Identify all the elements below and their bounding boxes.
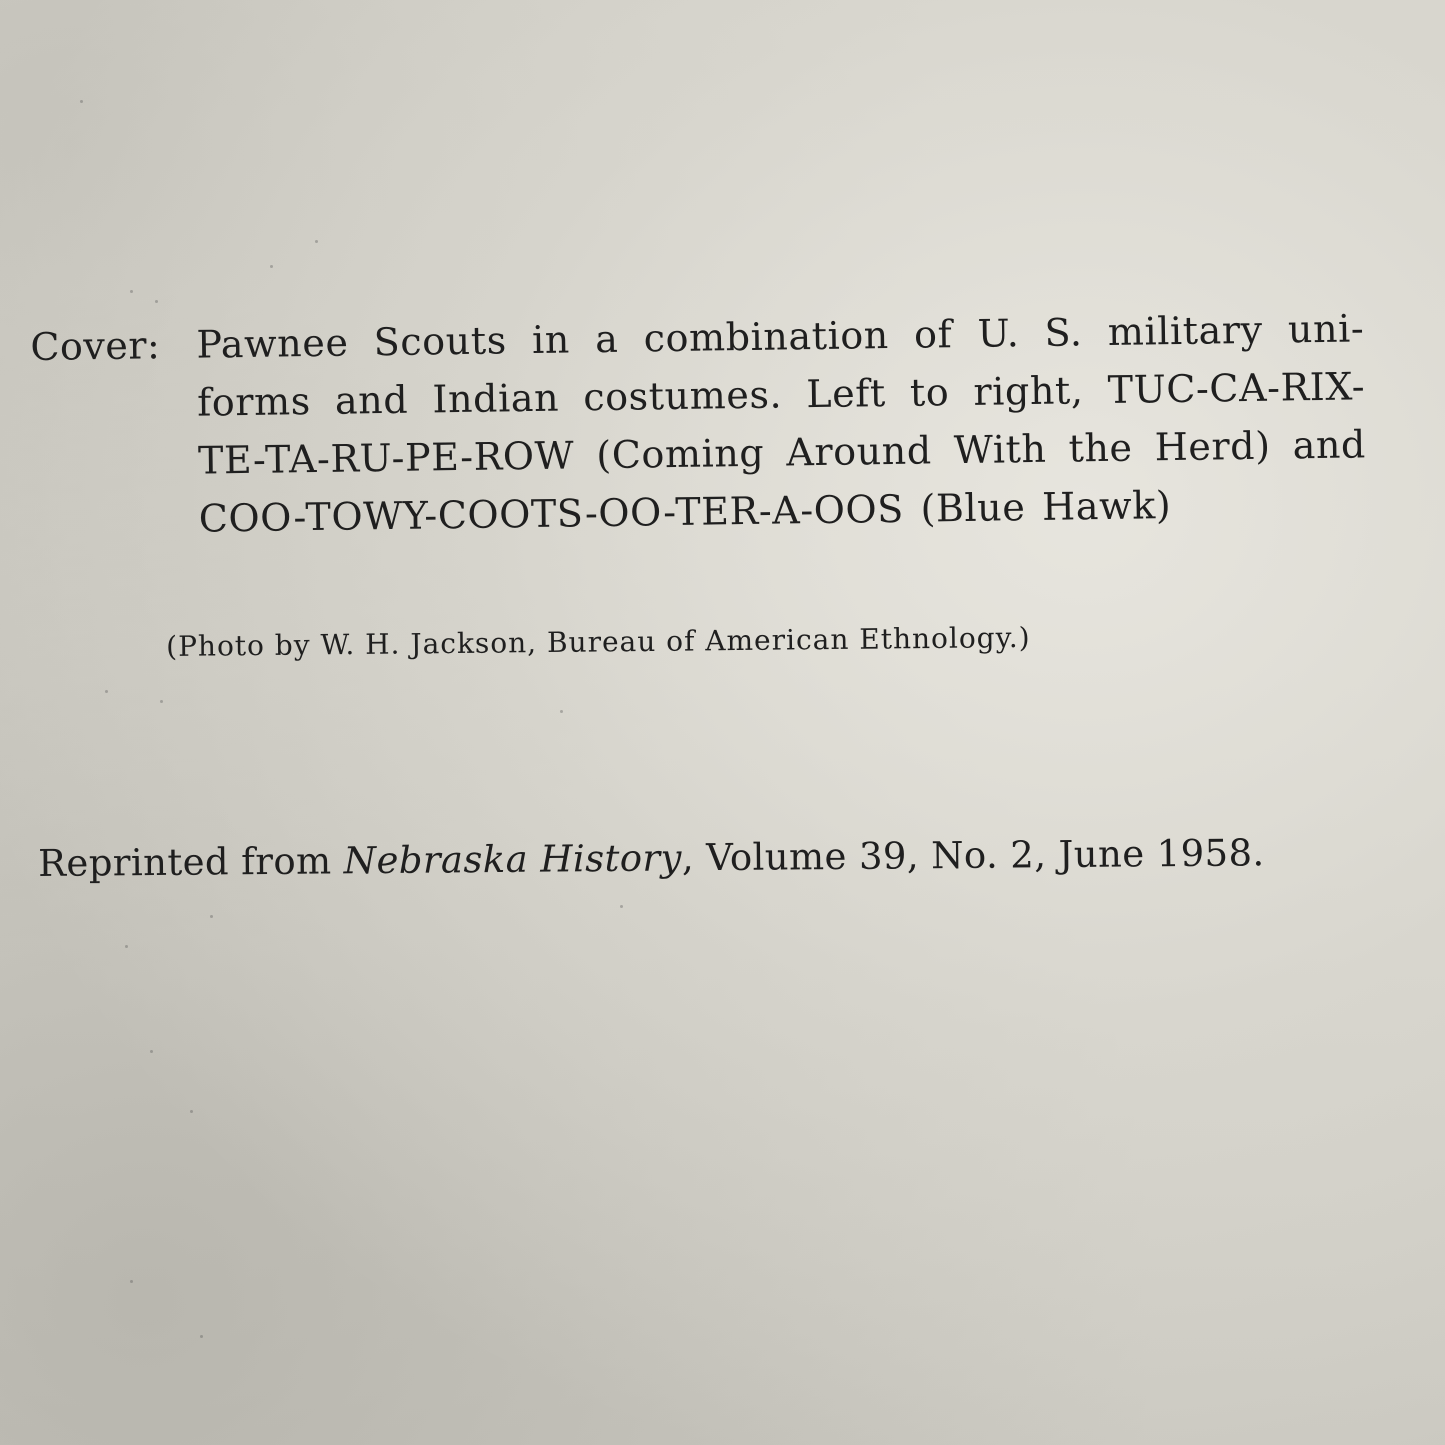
paper-speck — [125, 945, 128, 948]
cover-description: Pawnee Scouts in a combination of U. S. military uni-forms and Indian costumes. Left to right, TUC-CA-RIX-TE-TA-RU-PE-ROW (Coming Around With the Herd) and COO-TOWY-COOTS-OO-TER-A-OOS (Blue Hawk) — [196, 306, 1367, 541]
paper-speck — [130, 1280, 133, 1283]
paper-speck — [315, 240, 318, 243]
paper-speck — [620, 905, 623, 908]
paper-speck — [200, 1335, 203, 1338]
cover-caption — [30, 299, 1370, 541]
paper-speck — [155, 300, 158, 303]
paper-speck — [560, 710, 563, 713]
paper-speck — [105, 690, 108, 693]
cover-label: Cover: — [30, 323, 161, 369]
reprint-notice — [38, 831, 1265, 885]
paper-speck — [210, 915, 213, 918]
paper-speck — [270, 265, 273, 268]
paper-speck — [130, 290, 133, 293]
publication-title: Nebraska History — [343, 836, 683, 883]
paper-speck — [80, 100, 83, 103]
reprint-suffix: , Volume 39, No. 2, June 1958. — [681, 831, 1265, 880]
paper-speck — [190, 1110, 193, 1113]
photo-credit: (Photo by W. H. Jackson, Bureau of American Ethnology.) — [166, 620, 1031, 663]
paper-speck — [150, 1050, 153, 1053]
reprint-prefix: Reprinted from — [38, 839, 344, 885]
paper-speck — [160, 700, 163, 703]
